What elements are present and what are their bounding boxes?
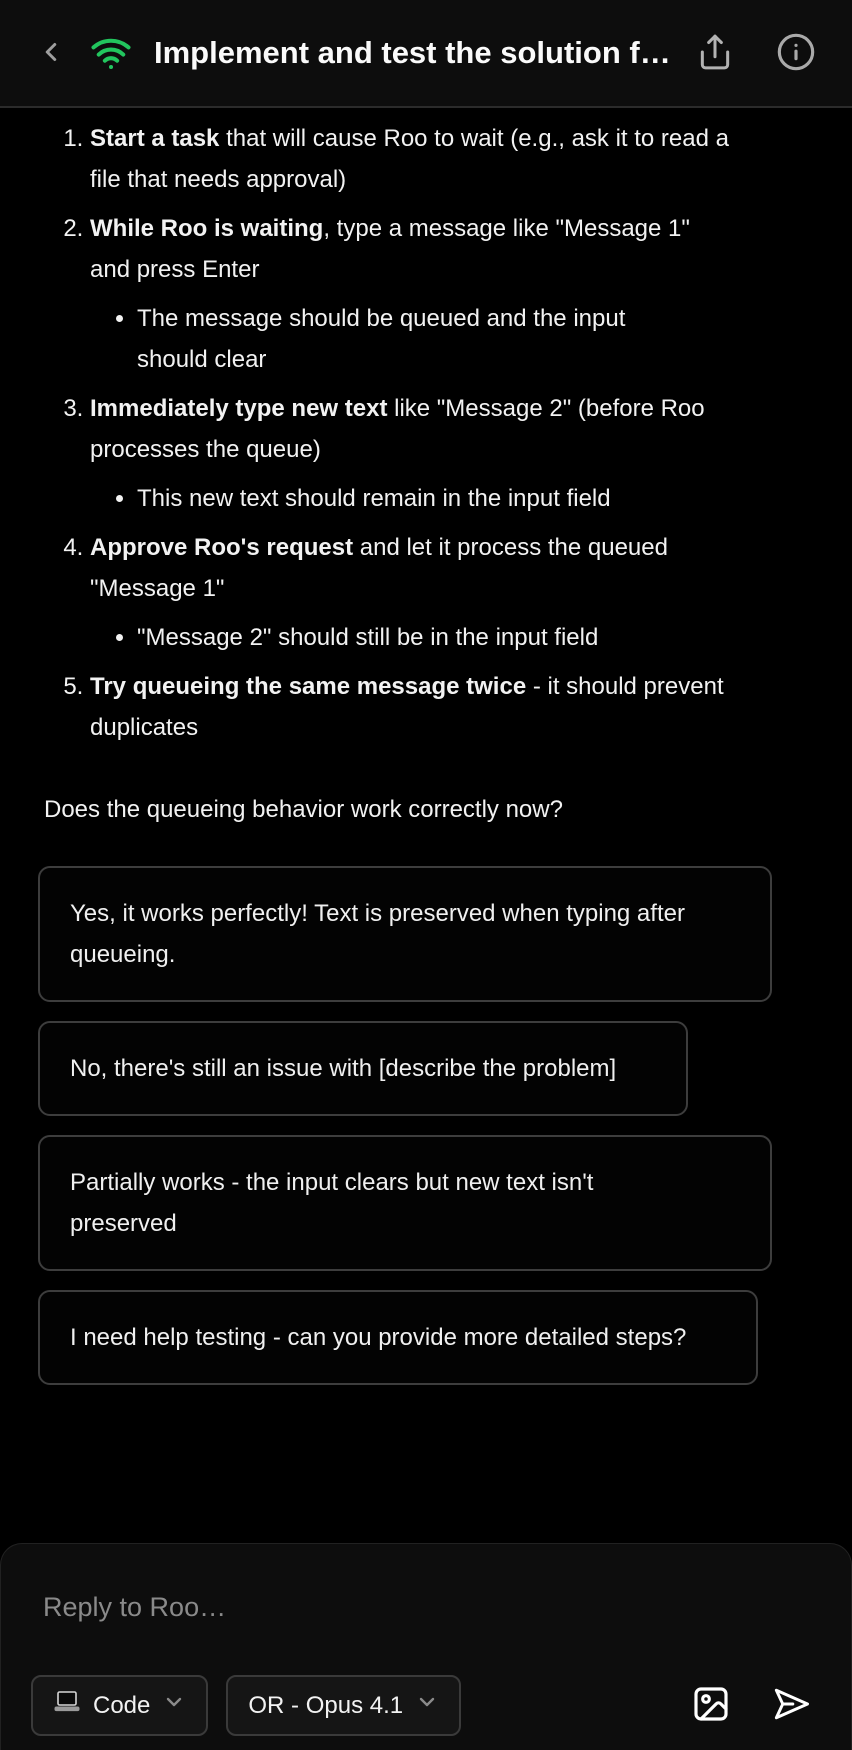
step-bold-text: Immediately type new text <box>90 395 388 422</box>
step-bold-text: Try queueing the same message twice <box>90 673 527 700</box>
step-text: - it should prevent duplicates <box>90 673 724 741</box>
list-item <box>90 666 735 748</box>
suggestion-button[interactable]: Yes, it works perfectly! Text is preserved when typing after queueing. <box>38 866 772 1002</box>
wifi-icon <box>88 32 134 74</box>
sub-list-item: • "Message 2" should still be in the input field <box>137 617 697 658</box>
model-label: OR - Opus 4.1 <box>248 1691 404 1719</box>
chevron-down-icon <box>162 1690 186 1721</box>
back-button[interactable] <box>36 37 66 70</box>
page-title: Implement and test the solution f… <box>154 35 671 70</box>
step-text: and let it process the queued "Message 1" <box>90 534 668 602</box>
step-text: , type a message like "Message 1" and press Enter <box>90 215 690 283</box>
step-bold-text: Start a task <box>90 125 220 152</box>
chat-message <box>0 108 852 1385</box>
sub-list-item: • The message should be queued and the input should clear <box>137 298 697 380</box>
composer-actions <box>691 1675 821 1736</box>
reply-input[interactable] <box>41 1590 811 1658</box>
header <box>0 0 852 108</box>
send-button[interactable] <box>769 1682 813 1729</box>
model-selector[interactable] <box>226 1675 461 1736</box>
step-bold-text: While Roo is waiting <box>90 215 324 242</box>
share-button[interactable] <box>696 32 734 75</box>
suggestion-button[interactable]: Partially works - the input clears but new text isn't preserved <box>38 1135 772 1271</box>
chevron-left-icon <box>36 37 66 70</box>
chevron-down-icon <box>415 1690 439 1721</box>
list-item <box>90 208 735 380</box>
laptop-icon <box>53 1690 81 1721</box>
question-text: Does the queueing behavior work correctly now? <box>44 796 563 823</box>
list-item <box>90 527 735 658</box>
image-icon <box>691 1684 731 1727</box>
suggestion-list <box>0 866 812 1385</box>
list-item <box>90 388 735 519</box>
attach-image-button[interactable] <box>691 1684 731 1727</box>
send-icon <box>769 1682 813 1729</box>
suggestion-button[interactable]: I need help testing - can you provide more detailed steps? <box>38 1290 758 1385</box>
list-item <box>90 118 735 200</box>
info-icon <box>776 32 816 75</box>
step-bold-text: Approve Roo's request <box>90 534 354 561</box>
suggestion-button[interactable]: No, there's still an issue with [describe the problem] <box>38 1021 688 1116</box>
steps-list <box>0 118 812 748</box>
share-icon <box>696 32 734 75</box>
sub-list-item: • This new text should remain in the input field <box>137 478 697 519</box>
mode-selector[interactable] <box>31 1675 208 1736</box>
mode-label: Code <box>93 1691 151 1719</box>
step-text: like "Message 2" (before Roo processes the queue) <box>90 395 705 463</box>
composer-controls <box>31 1675 821 1736</box>
info-button[interactable] <box>776 32 816 75</box>
step-text: that will cause Roo to wait (e.g., ask it to read a file that needs approval) <box>90 125 729 193</box>
composer <box>0 1543 852 1750</box>
